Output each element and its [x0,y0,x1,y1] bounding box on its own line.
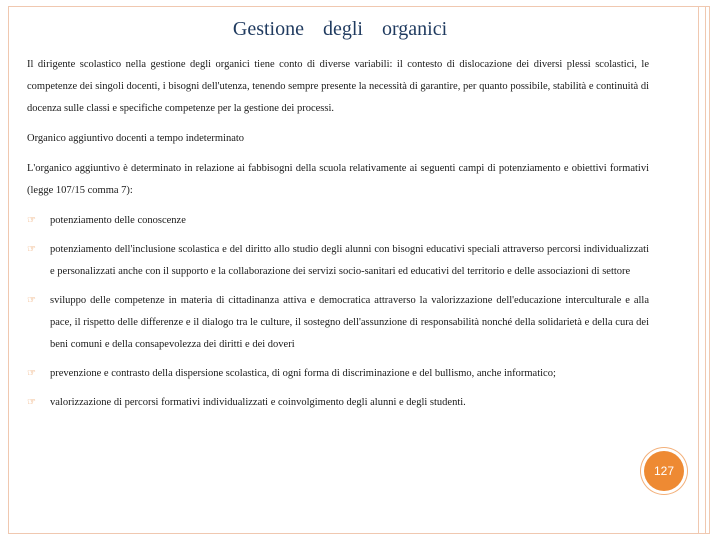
hand-pointer-icon: ☞ [27,368,36,379]
slide-title: Gestione degli organici [232,18,448,40]
frame-bottom-border [8,533,710,534]
list-item [27,239,649,283]
bullet-text: potenziamento delle conoscenze [50,215,186,226]
bullet-text: prevenzione e contrasto della dispersione scolastica, di ogni forma di discriminazione e del bullismo, anche informatico; [50,368,556,379]
slide-content [27,54,649,421]
frame-right-border [709,6,710,534]
hand-pointer-icon: ☞ [27,397,36,408]
hand-pointer-icon: ☞ [27,295,36,306]
list-item [27,392,649,414]
frame-top-border [8,6,710,7]
lead-paragraph: L'organico aggiuntivo è determinato in relazione ai fabbisogni della scuola relativamente ai seguenti campi di potenziamento e obiettivi formativi (legge 107/15 comma 7): [27,163,649,196]
list-item [27,290,649,356]
subheading: Organico aggiuntivo docenti a tempo indeterminato [27,133,245,144]
page-number-badge: 127 [644,451,684,491]
bullet-text: potenziamento dell'inclusione scolastica e del diritto allo studio degli alunni con bisogni educativi speciali attraverso percorsi individualizzati e personalizzati anche con il supporto e la collaborazione dei servizi socio-sanitari ed educativi del territorio e delle associazioni di settore [50,244,649,277]
hand-pointer-icon: ☞ [27,215,36,226]
bullet-text: valorizzazione di percorsi formativi individualizzati e coinvolgimento degli alunni e degli studenti. [50,397,466,408]
list-item [27,210,649,232]
bullet-text: sviluppo delle competenze in materia di cittadinanza attiva e democratica attraverso la valorizzazione dell'educazione interculturale e alla pace, il rispetto delle differenze e il dialogo tra le culture, il sostegno dell'assunzione di responsabilità nonché della solidarietà e della cura dei beni comuni e della consapevolezza dei diritti e dei doveri [50,295,649,350]
frame-left-border [8,6,9,534]
intro-paragraph: Il dirigente scolastico nella gestione degli organici tiene conto di diverse variabili: il contesto di dislocazione dei diversi plessi scolastici, le competenze dei singoli docenti, i bisogni dell'utenza, tenendo sempre presente la necessità di garantire, per quanto possibile, stabilità e continuità di docenza sulle classi e specifiche competenze per la gestione dei processi. [27,59,649,114]
decorative-side-rail [698,6,706,534]
hand-pointer-icon: ☞ [27,244,36,255]
list-item [27,363,649,385]
bullet-list [27,210,649,414]
